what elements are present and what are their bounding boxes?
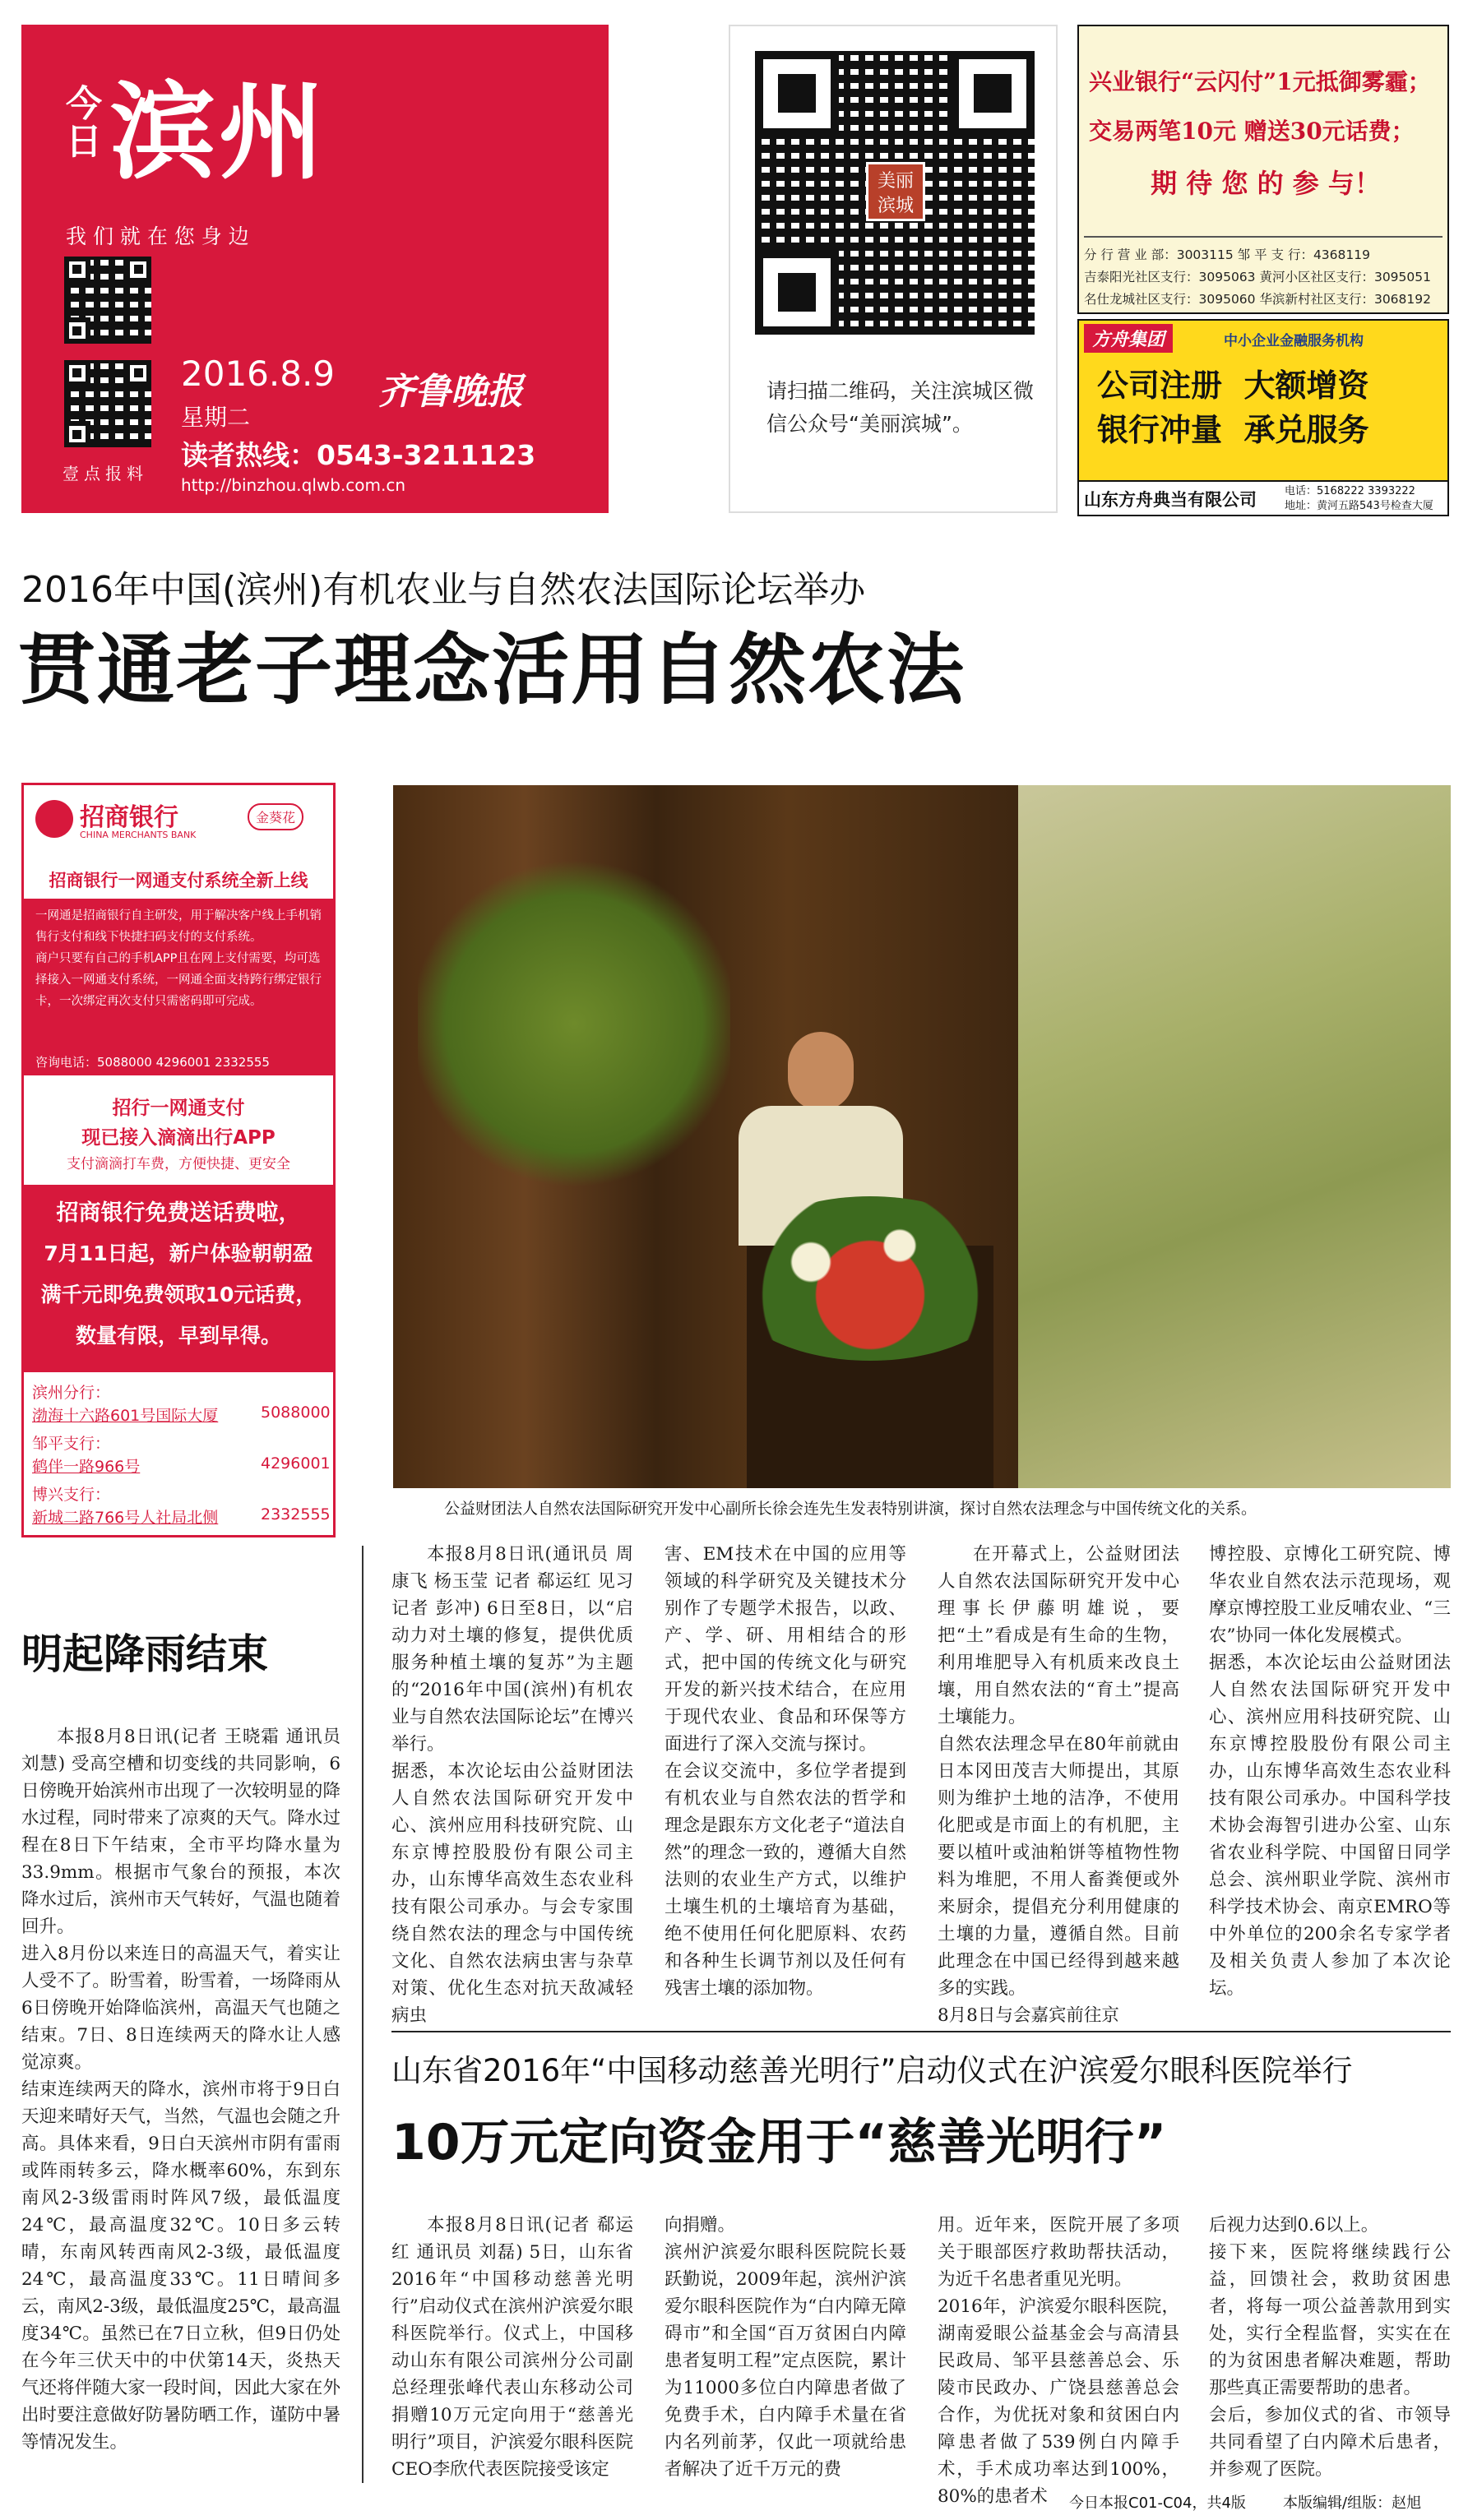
cmb-brand-en: CHINA MERCHANTS BANK (80, 830, 197, 840)
ad-fangzhou[interactable] (1077, 319, 1449, 516)
ad-fangzhou-line2: 银行冲量 承兑服务 (1097, 411, 1369, 448)
cmb-title: 招商银行一网通支付系统全新上线 (49, 871, 308, 890)
article1-column-2 (665, 1541, 906, 2002)
article3-column-1 (391, 2212, 633, 2483)
cmb-logo-icon (35, 800, 73, 838)
article1-column-3 (938, 1541, 1179, 2029)
cmb-body: 一网通是招商银行自主研发，用于解决客户线上手机销售行支付和线下快捷扫码支付的支付系统。 商户只要有自己的手机APP且在网上支付需要，均可选择接入一网通支付系统，一网通全面支持跨行绑定银行卡，一次绑定再次支付只需密码即可完成。 (24, 899, 333, 1053)
cmb-red-line-2: 7月11日起，新户体验朝朝盈 (44, 1242, 313, 1265)
cmb-branch-1-addr: 渤海十六路601号国际大厦 (32, 1407, 219, 1425)
cmb-brand: 招商银行 (80, 803, 178, 832)
article3-column-2 (665, 2212, 906, 2483)
cmb-red-line-4: 数量有限，早到早得。 (75, 1324, 281, 1348)
hotline: 读者热线：0543-3211123 (181, 439, 536, 471)
logo-title: 滨州 (110, 72, 328, 194)
wechat-qr-code[interactable] (755, 51, 1035, 335)
cmb-branch-3-name: 博兴支行： (32, 1486, 111, 1504)
article3-column-4 (1209, 2212, 1451, 2483)
weekday: 星期二 (181, 404, 251, 431)
report-qr-code[interactable] (64, 257, 151, 344)
article3-column-3 (938, 2212, 1179, 2510)
cmb-promo-title2: 现已接入滴滴出行APP (81, 1127, 276, 1149)
forum-photo (393, 785, 1451, 1488)
cmb-branch-3-tel: 2332555 (261, 1505, 331, 1524)
ad-cmb-bank[interactable] (21, 783, 336, 1537)
cmb-sub-logo: 金葵花 (248, 803, 303, 830)
cmb-branch-1-tel: 5088000 (261, 1403, 331, 1422)
ad-fangzhou-tel: 电话：5168222 3393222 (1285, 485, 1415, 497)
cmb-branch-1-name: 滨州分行： (32, 1384, 111, 1402)
cmb-branch-2-name: 邹平支行： (32, 1435, 111, 1453)
ad-fangzhou-addr: 地址：黄河五路543号检查大厦 (1285, 500, 1433, 512)
article1-col1-text: 本报8月8日讯(通讯员 周康飞 杨玉莹 记者 郗运红 见习记者 彭冲) 6日至8日，以“启动力对土壤的修复，提供优质服务种植土壤的复苏”为主题的“2016年中国(滨州)有机农业与自然农法国际论坛”在博兴举行。 据悉，本次论坛由公益财团法人自然农法国际研究开发中心、滨州应用科技研究院、山东京博控股股份有限公司主办，山东博华高效生态农业科技有限公司承办。与会专家围绕自然农法的理念与中国传统文化、自然农法病虫害与杂草对策、优化生态对抗天敌减轻病虫 (391, 1544, 633, 2026)
report-qr-code-2[interactable] (64, 360, 151, 447)
cmb-branch-2-tel: 4296001 (261, 1454, 331, 1473)
cmb-promo-line: 支付滴滴打车费，方便快捷、更安全 (67, 1156, 290, 1172)
ad-fangzhou-brand: 方舟集团 (1084, 324, 1173, 353)
article3-headline: 10万元定向资金用于“慈善光明行” (391, 2114, 1167, 2171)
article3-col3-text: 用。近年来，医院开展了多项关于眼部医疗救助帮扶活动，为近千名患者重见光明。 2016年，沪滨爱尔眼科医院，湖南爱眼公益基金会与高清县民政局、邹平县慈善总会、乐陵市民政办、广饶县慈善总会合作，为优抚对象和贫困白内障患者做了539例白内障手术，手术成功率达到100%，80%的患者术 (938, 2215, 1179, 2507)
article1-col3-text: 在开幕式上，公益财团法人自然农法国际研究开发中心理事长伊藤明雄说，要把“土”看成是有生命的生物，利用堆肥导入有机质来改良土壤，用自然农法的“育土”提高土壤能力。 自然农法理念早在80年前就由日本冈田茂吉大师提出，其原则为维护土地的洁净，不使用化肥或是市面上的有机肥，主要以植叶或油粕饼等植物性物料为堆肥，不用人畜粪便或外来厨余，提倡充分利用健康的土壤的力量，遵循自然。目前此理念在中国已经得到越来越多的实践。 8月8日与会嘉宾前往京 (938, 1544, 1179, 2026)
article3-col2-text: 向捐赠。 滨州沪滨爱尔眼科医院院长聂跃勤说，2009年起，滨州沪滨爱尔眼科医院作为“白内障无障碍市”和全国“百万贫困白内障患者复明工程”定点医院，累计为11000多位白内障患者做了免费手术，白内障手术量在省内名列前茅，仅此一项就给患者解决了近千万元的费 (665, 2215, 906, 2480)
cmb-branch-2-addr: 鹤伴一路966号 (32, 1458, 141, 1476)
masthead (21, 25, 609, 513)
cmb-consult: 咨询电话：5088000 4296001 2332555 (24, 1053, 333, 1075)
article1-kicker: 2016年中国(滨州)有机农业与自然农法国际论坛举办 (21, 569, 866, 611)
ad-fangzhou-company: 山东方舟典当有限公司 (1084, 490, 1257, 510)
photo-caption: 公益财团法人自然农法国际研究开发中心副所长徐会连先生发表特别讲演，探讨自然农法理念与中国传统文化的关系。 (444, 1500, 1257, 1518)
report-label: 壹点报料 (63, 464, 148, 483)
article1-col2-text: 害、EM技术在中国的应用等领域的科学研究及关键技术分别作了专题学术报告，以政、产、学、研、用相结合的形式，把中国的传统文化与研究开发的新兴技术结合，在应用于现代农业、食品和环保等方面进行了深入交流与探讨。 在会议交流中，多位学者提到有机农业与自然农法的哲学和理念是跟东方文化老子“道法自然”的理念一致的，遵循大自然法则的农业生产方式，以维护土壤生机的土壤培育为基础，绝不使用任何化肥原料、农药和各种生长调节剂以及任何有残害土壤的添加物。 (665, 1544, 906, 1999)
cmb-promo-title1: 招行一网通支付 (112, 1098, 245, 1119)
article1-column-1 (391, 1541, 633, 2029)
article1-column-4 (1209, 1541, 1451, 2002)
logo-small: 今日 (66, 83, 102, 163)
divider-vertical (362, 1546, 364, 2483)
website-url[interactable]: http://binzhou.qlwb.com.cn (181, 475, 406, 495)
qr-caption: 请扫描二维码，关注滨城区微信公众号“美丽滨城”。 (766, 379, 1035, 436)
ad-xingye-branch-2: 吉泰阳光社区支行：3095063 黄河小区社区支行：3095051 (1084, 270, 1431, 284)
ad-xingye-line2: 交易两笔10元 赠送30元话费； (1089, 118, 1415, 145)
article2-headline: 明起降雨结束 (21, 1630, 268, 1678)
article2-body-column (21, 1723, 340, 2456)
ad-xingye-branch-1: 分 行 营 业 部：3003115 邹 平 支 行：4368119 (1084, 247, 1370, 262)
ad-xingye-line3: 期 待 您 的 参 与！ (1151, 168, 1381, 199)
ad-xingye-line1: 兴业银行“云闪付”1元抵御雾霾； (1089, 68, 1431, 95)
article3-col4-text: 后视力达到0.6以上。 接下来，医院将继续践行公益，回馈社会，救助贫困患者，将每一项公益善款用到实处，实行全程监督，实实在在的为贫困患者解决难题，帮助那些真正需要帮助的患者。 会后，参加仪式的省、市领导共同看望了白内障术后患者，并参观了医院。 (1209, 2215, 1451, 2480)
footer-left: 今日本报C01-C04，共4版 (1069, 2495, 1246, 2512)
ad-xingye-branch-3: 名仕龙城社区支行：3095060 华滨新村社区支行：3068192 (1084, 292, 1431, 307)
article2-body: 本报8月8日讯(记者 王晓霜 通讯员 刘慧) 受高空槽和切变线的共同影响，6日傍晚开始滨州市出现了一次较明显的降水过程，同时带来了凉爽的天气。降水过程在8日下午结束，全市平均降水量为33.9mm。根据市气象台的预报，本次降水过后，滨州市天气转好，气温也随着回升。 进入8月份以来连日的高温天气，着实让人受不了。盼雪着，盼雪着，一场降雨从6日傍晚开始降临滨州，高温天气也随之结束。7日、8日连续两天的降水让人感觉凉爽。 结束连续两天的降水，滨州市将于9日白天迎来晴好天气，当然，气温也会随之升高。具体来看，9日白天滨州市阴有雷雨或阵雨转多云，降水概率60%，东到东南风2-3级雷雨时阵风7级，最低温度24℃，最高温度32℃。10日多云转晴，东南风转西南风2-3级，最低温度24℃，最高温度33℃。11日晴间多云，南风2-3级，最低温度25℃，最高温度34℃。虽然已在7日立秋，但9日仍处在今年三伏天中的中伏第14天，炎热天气还将伴随大家一段时间，因此大家在外出时要注意做好防暑防晒工作，谨防中暑等情况发生。 (21, 1727, 340, 2453)
article1-col4-text: 博控股、京博化工研究院、博华农业自然农法示范现场，观摩京博控股工业反哺农业、“三农”协同一体化发展模式。 据悉，本次论坛由公益财团法人自然农法国际研究开发中心、滨州应用科技研究院、山东京博控股股份有限公司主办，山东博华高效生态农业科技有限公司承办。中国科学技术协会海智引进办公室、山东省农业科学院、中国留日同学总会、滨州职业学院、滨州市科学技术协会、南京EMRO等中外单位的200余名专家学者及相关负责人参加了本次论坛。 (1209, 1544, 1451, 1999)
footer-right: 本版编辑/组版：赵旭 (1283, 2495, 1422, 2512)
article1-headline: 贯通老子理念活用自然农法 (18, 625, 966, 715)
cmb-branch-3-addr: 新城二路766号人社局北侧 (32, 1509, 219, 1527)
divider-horizontal (391, 2031, 1451, 2032)
ad-fangzhou-line1: 公司注册 大额增资 (1097, 367, 1369, 404)
ad-xingye-bank[interactable] (1077, 25, 1449, 314)
cmb-red-line-3: 满千元即免费领取10元话费， (40, 1283, 317, 1306)
wechat-qr-panel (729, 25, 1058, 513)
paper-name: 齐鲁晚报 (378, 371, 523, 413)
issue-date: 2016.8.9 (181, 354, 336, 394)
slogan: 我 们 就 在 您 身 边 (66, 224, 249, 248)
article3-col1-text: 本报8月8日讯(记者 郗运红 通讯员 刘磊) 5日，山东省2016年“中国移动慈善光明行”启动仪式在滨州沪滨爱尔眼科医院举行。仪式上，中国移动山东有限公司滨州分公司副总经理张峰代表山东移动公司捐赠10万元定向用于“慈善光明行”项目，沪滨爱尔眼科医院CEO李欣代表医院接受该定 (391, 2215, 633, 2480)
flowers (722, 1196, 1018, 1361)
ad-fangzhou-tag: 中小企业金融服务机构 (1224, 333, 1364, 349)
qr-center-logo: 美丽滨城 (866, 162, 925, 221)
cmb-red-line-1: 招商银行免费送话费啦， (56, 1200, 301, 1226)
article3-kicker: 山东省2016年“中国移动慈善光明行”启动仪式在沪滨爱尔眼科医院举行 (391, 2053, 1353, 2088)
